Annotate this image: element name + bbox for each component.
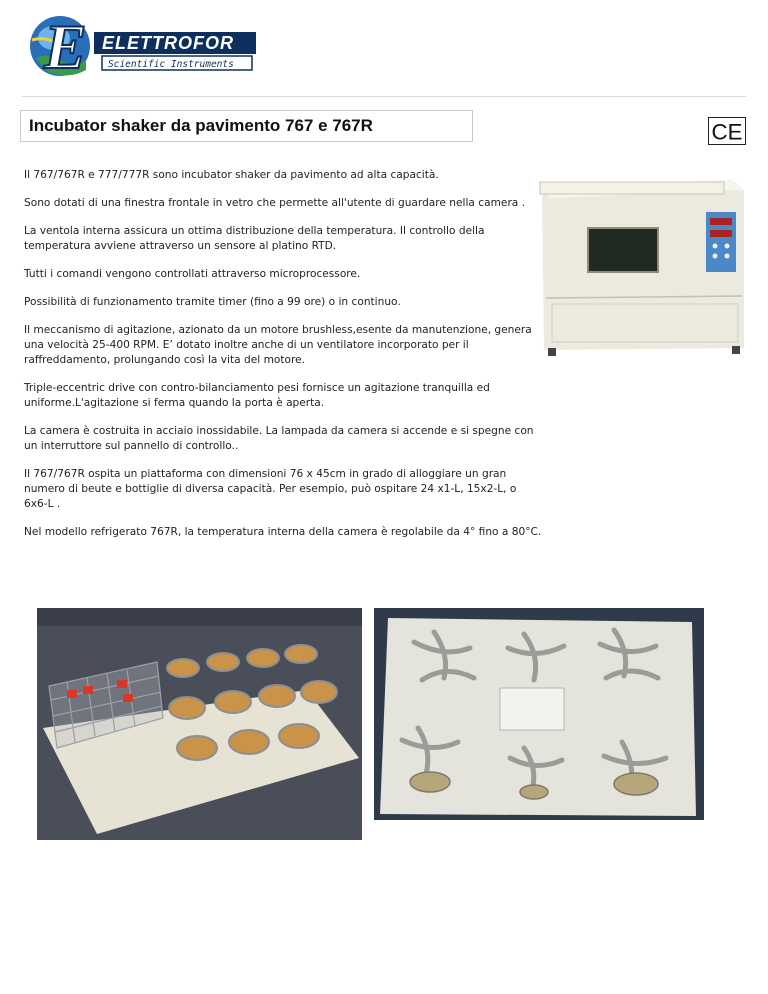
paragraph: La ventola interna assicura un ottima distribuzione della temperatura. Il controllo della temperatura avviene attraverso un sensore al platino RTD. bbox=[24, 225, 485, 252]
ce-mark-icon bbox=[708, 117, 746, 145]
header-divider bbox=[22, 96, 746, 97]
paragraph: Sono dotati di una finestra frontale in vetro che permette all'utente di guardare nella camera . bbox=[24, 197, 526, 209]
incubator-window bbox=[588, 228, 658, 272]
logo-name: ELETTROFOR bbox=[102, 33, 234, 53]
platform-universal-clamps-photo bbox=[374, 608, 704, 820]
platform-clamps-photo bbox=[37, 608, 362, 840]
page-title: Incubator shaker da pavimento 767 e 767R bbox=[20, 110, 473, 142]
elettrofor-logo bbox=[28, 10, 260, 80]
tube-rack bbox=[500, 688, 564, 730]
paragraph: Tutti i comandi vengono controllati attraverso microprocessore. bbox=[24, 268, 361, 280]
paragraph: La camera è costruita in acciaio inossidabile. La lampada da camera si accende e si spegne con un interruttore sul pannello di controllo.. bbox=[24, 425, 534, 452]
logo-initial: E bbox=[44, 11, 87, 80]
paragraph: Nel modello refrigerato 767R, la temperatura interna della camera è regolabile da 4° fino a 80°C. bbox=[24, 526, 542, 538]
ce-mark-text: CE bbox=[711, 119, 743, 145]
paragraph: Possibilità di funzionamento tramite timer (fino a 99 ore) o in continuo. bbox=[24, 296, 401, 308]
paragraph: Il 767/767R e 777/777R sono incubator shaker da pavimento ad alta capacità. bbox=[24, 169, 439, 181]
logo-tagline: Scientific Instruments bbox=[108, 59, 234, 70]
paragraph: Il 767/767R ospita un piattaforma con dimensioni 76 x 45cm in grado di alloggiare un gran numero di beute e bottiglie di diversa capacità. Per esempio, può ospitare 24 x1-L, 15x2-L, o 6x6-L . bbox=[24, 468, 517, 510]
incubator-photo bbox=[532, 176, 754, 360]
paragraph: Il meccanismo di agitazione, azionato da un motore brushless,esente da manutenzione, genera una velocità 25-400 RPM. E’ dotato inoltre anche di un ventilatore incorporato per il raffreddamento, prolungando così la vita del motore. bbox=[24, 324, 532, 366]
description-text bbox=[24, 168, 542, 553]
paragraph: Triple-eccentric drive con contro-bilanciamento pesi fornisce un agitazione tranquilla ed uniforme.L'agitazione si ferma quando la porta è aperta. bbox=[24, 382, 490, 409]
